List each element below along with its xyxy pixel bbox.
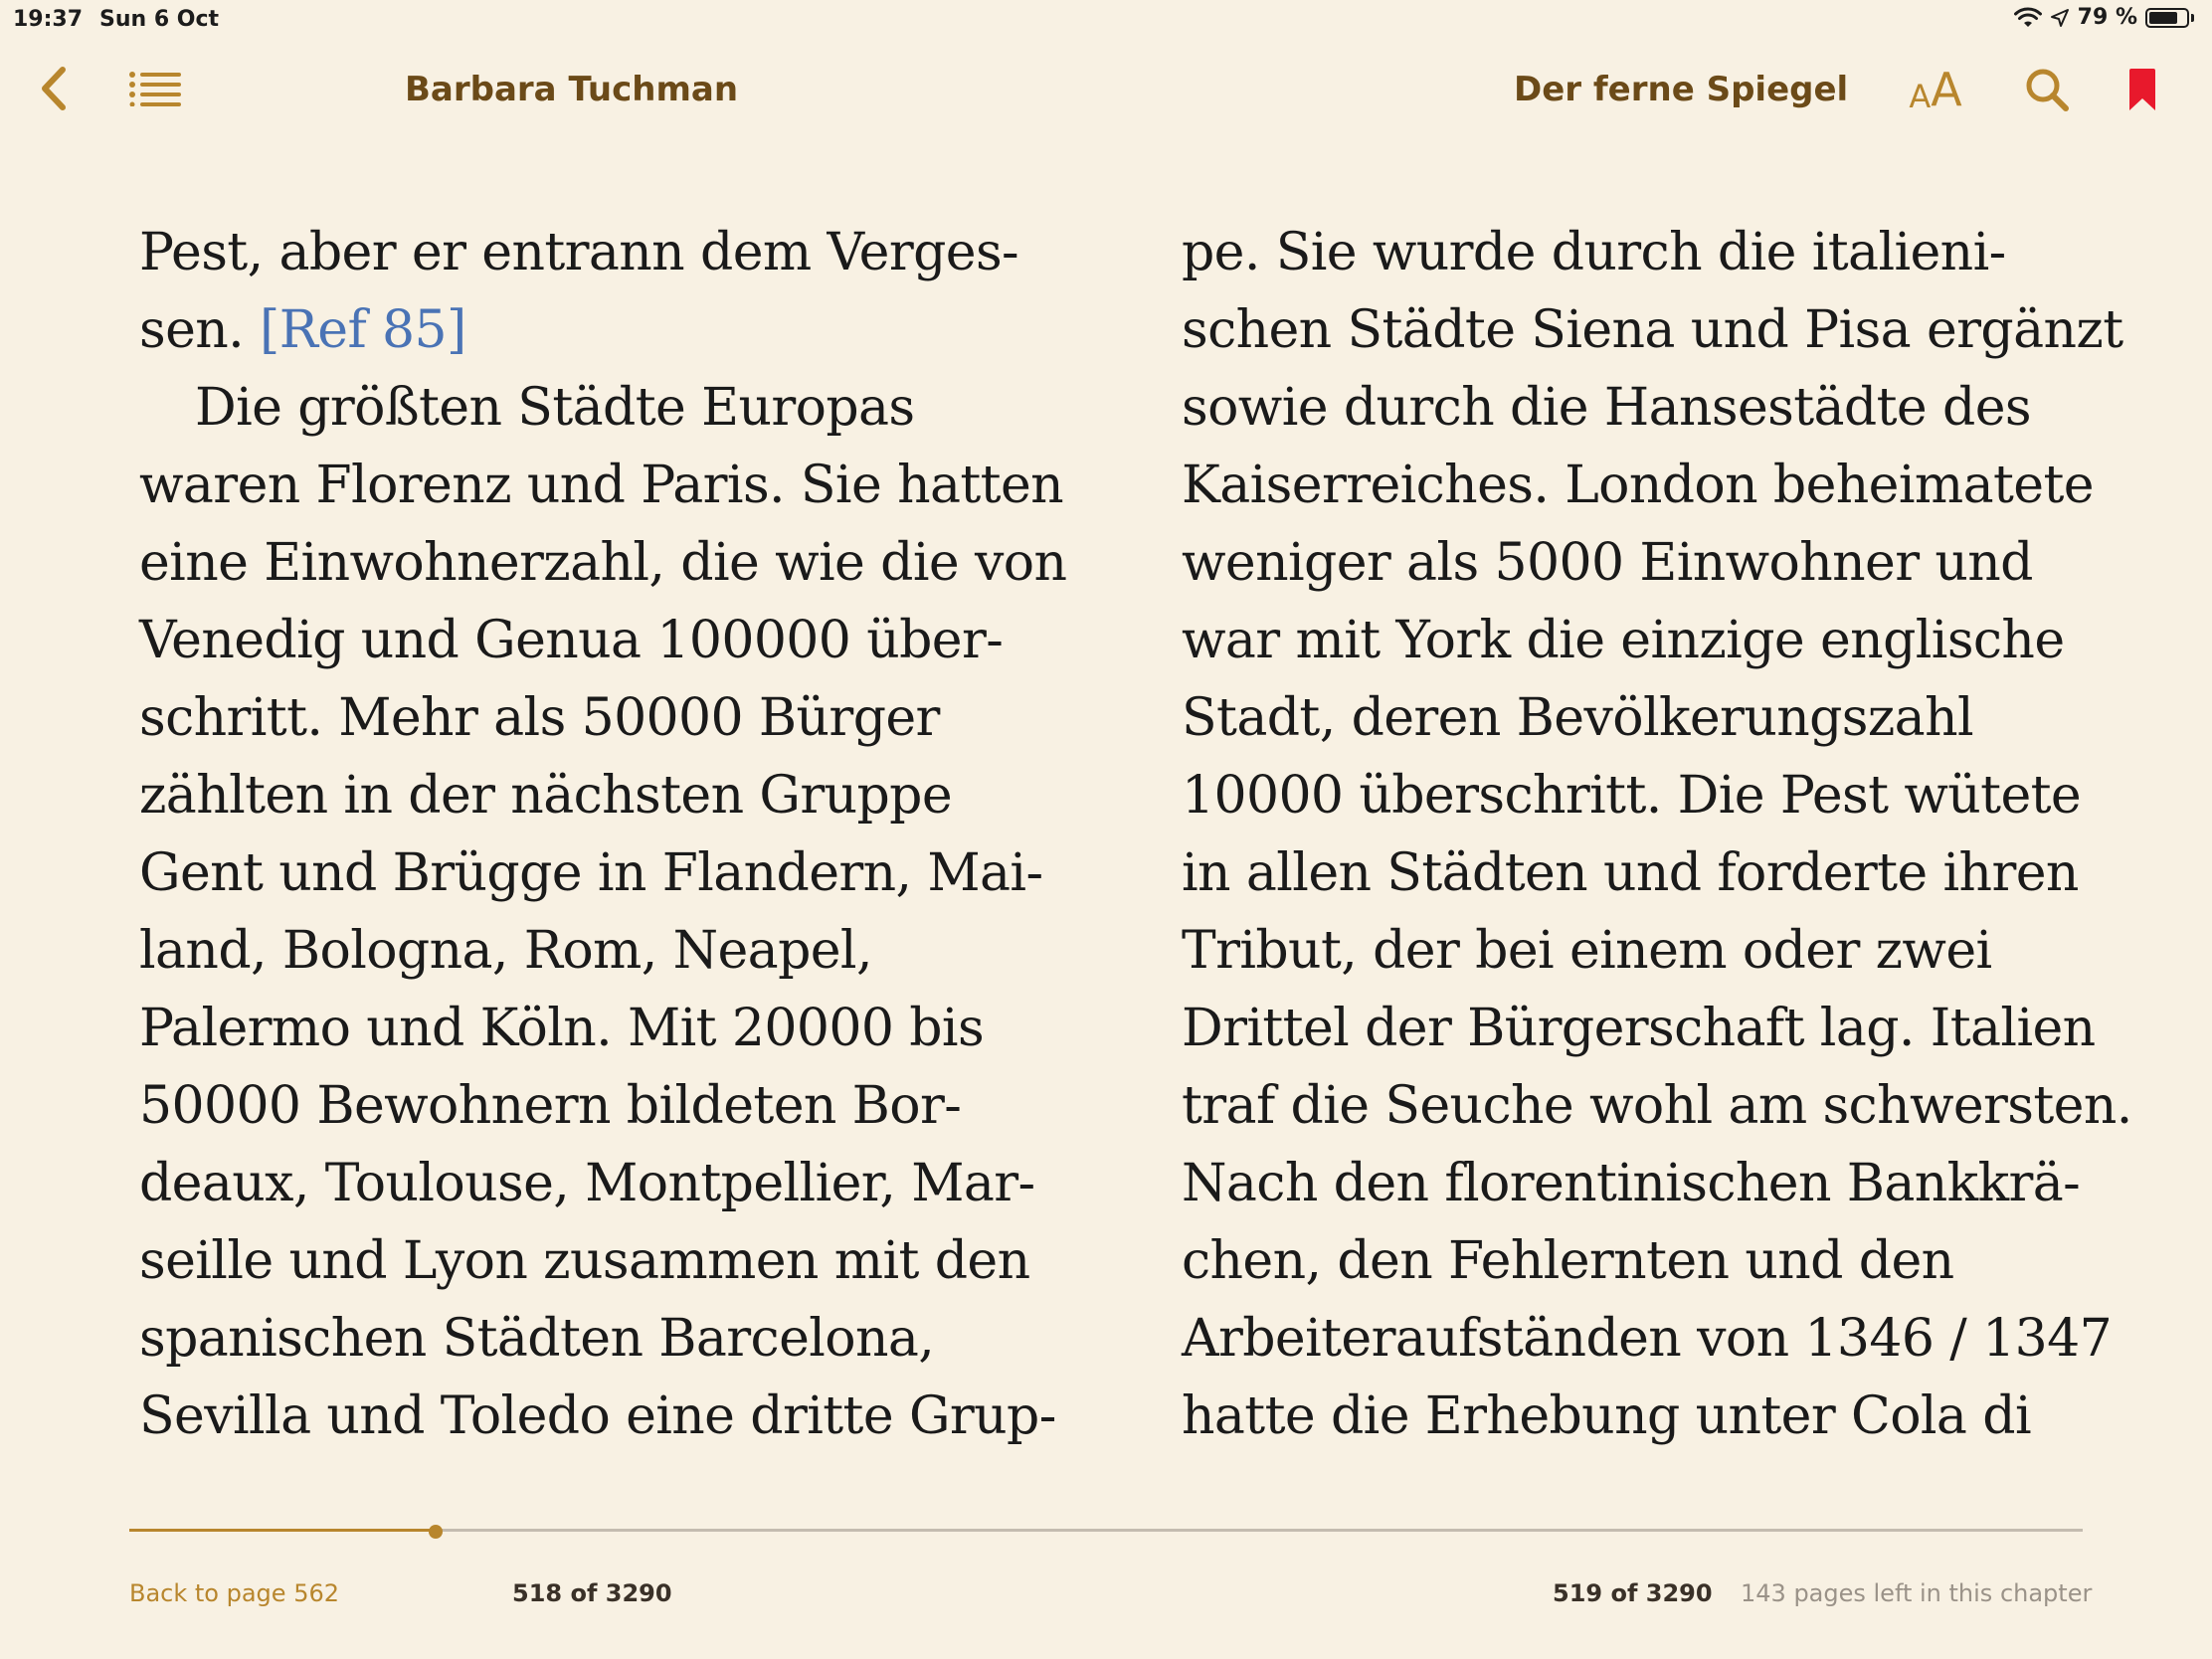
text-line: pe. Sie wurde durch die italieni- — [1182, 223, 2006, 282]
text-line: Pest, aber er entrann dem Verges- — [139, 223, 1019, 282]
back-button[interactable] — [28, 63, 80, 114]
text-line: deaux, Toulouse, Montpellier, Mar- — [139, 1154, 1035, 1213]
font-large-icon: A — [1931, 63, 1962, 116]
book-author: Barbara Tuchman — [405, 70, 739, 109]
text-line: schritt. Mehr als 50000 Bürger — [139, 688, 940, 748]
text-line: spanischen Städten Barcelona, — [139, 1309, 935, 1369]
battery-level-fill — [2149, 12, 2177, 24]
text-line: Drittel der Bürgerschaft lag. Italien — [1182, 999, 2096, 1058]
location-arrow-icon — [2050, 8, 2070, 28]
text-line: Stadt, deren Bevölkerungszahl — [1182, 688, 1973, 748]
text-fragment: sen. — [139, 300, 245, 360]
search-icon — [2024, 67, 2070, 112]
status-time: 19:37 — [13, 7, 84, 32]
left-page-text — [139, 214, 1067, 1455]
text-line: 10000 überschritt. Die Pest wütete — [1182, 766, 2082, 826]
text-line: sowie durch die Hansestädte des — [1182, 378, 2031, 438]
reader-toolbar — [0, 50, 2212, 129]
text-line: Sevilla und Toledo eine dritte Grup- — [139, 1386, 1056, 1446]
table-of-contents-button[interactable] — [125, 63, 185, 114]
font-settings-button[interactable] — [1902, 60, 1969, 119]
text-line: land, Bologna, Rom, Neapel, — [139, 921, 872, 981]
reading-progress-slider[interactable] — [129, 1525, 2083, 1537]
footnote-ref-link[interactable]: [Ref 85] — [260, 300, 466, 360]
chevron-left-icon — [39, 65, 69, 112]
text-line: traf die Seuche wohl am schwersten. — [1182, 1076, 2132, 1136]
text-line: Venedig und Genua 100000 über- — [139, 611, 1004, 670]
text-line: chen, den Fehlernten und den — [1182, 1231, 1954, 1291]
progress-fill — [129, 1529, 436, 1532]
battery-percent: 79 % — [2077, 5, 2137, 30]
text-line: eine Einwohnerzahl, die wie die von — [139, 533, 1067, 593]
text-line: Gent und Brügge in Flandern, Mai- — [139, 843, 1043, 903]
bookmark-icon — [2127, 68, 2157, 111]
text-line: seille und Lyon zusammen mit den — [139, 1231, 1030, 1291]
right-page-text — [1182, 214, 2132, 1455]
text-line: zählten in der nächsten Gruppe — [139, 766, 953, 826]
bookmark-button[interactable] — [2124, 64, 2160, 115]
text-line: war mit York die einzige englische — [1182, 611, 2065, 670]
battery-icon — [2145, 8, 2189, 28]
font-small-icon: A — [1909, 78, 1932, 115]
text-line: weniger als 5000 Einwohner und — [1182, 533, 2033, 593]
text-line: Nach den florentinischen Bankkrä- — [1182, 1154, 2081, 1213]
progress-knob[interactable] — [429, 1525, 443, 1539]
search-button[interactable] — [2019, 62, 2075, 117]
text-line: schen Städte Siena und Pisa ergänzt — [1182, 300, 2123, 360]
text-line: Tribut, der bei einem oder zwei — [1182, 921, 1992, 981]
text-line — [139, 291, 1034, 369]
text-line: 50000 Bewohnern bildeten Bor- — [139, 1076, 962, 1136]
text-line: Die größten Städte Europas — [195, 378, 915, 438]
text-line: Kaiserreiches. London beheimatete — [1182, 456, 2094, 515]
text-line: Palermo und Köln. Mit 20000 bis — [139, 999, 985, 1058]
pages-left-in-chapter: 143 pages left in this chapter — [1741, 1579, 2093, 1607]
wifi-icon — [2014, 7, 2042, 29]
book-title: Der ferne Spiegel — [1514, 70, 1849, 109]
back-to-page-link[interactable]: Back to page 562 — [129, 1579, 339, 1607]
battery-cap — [2191, 14, 2194, 22]
status-indicators — [2014, 5, 2194, 30]
list-icon — [129, 71, 181, 106]
left-page-number: 518 of 3290 — [512, 1579, 672, 1607]
right-page-number: 519 of 3290 — [1553, 1579, 1713, 1607]
status-bar — [0, 0, 2212, 40]
text-line: waren Florenz und Paris. Sie hatten — [139, 456, 1064, 515]
text-line: in allen Städten und forderte ihren — [1182, 843, 2079, 903]
status-date: Sun 6 Oct — [99, 7, 220, 32]
text-line: hatte die Erhebung unter Cola di — [1182, 1386, 2031, 1446]
text-line: Arbeiteraufständen von 1346 / 1347 — [1182, 1309, 2113, 1369]
